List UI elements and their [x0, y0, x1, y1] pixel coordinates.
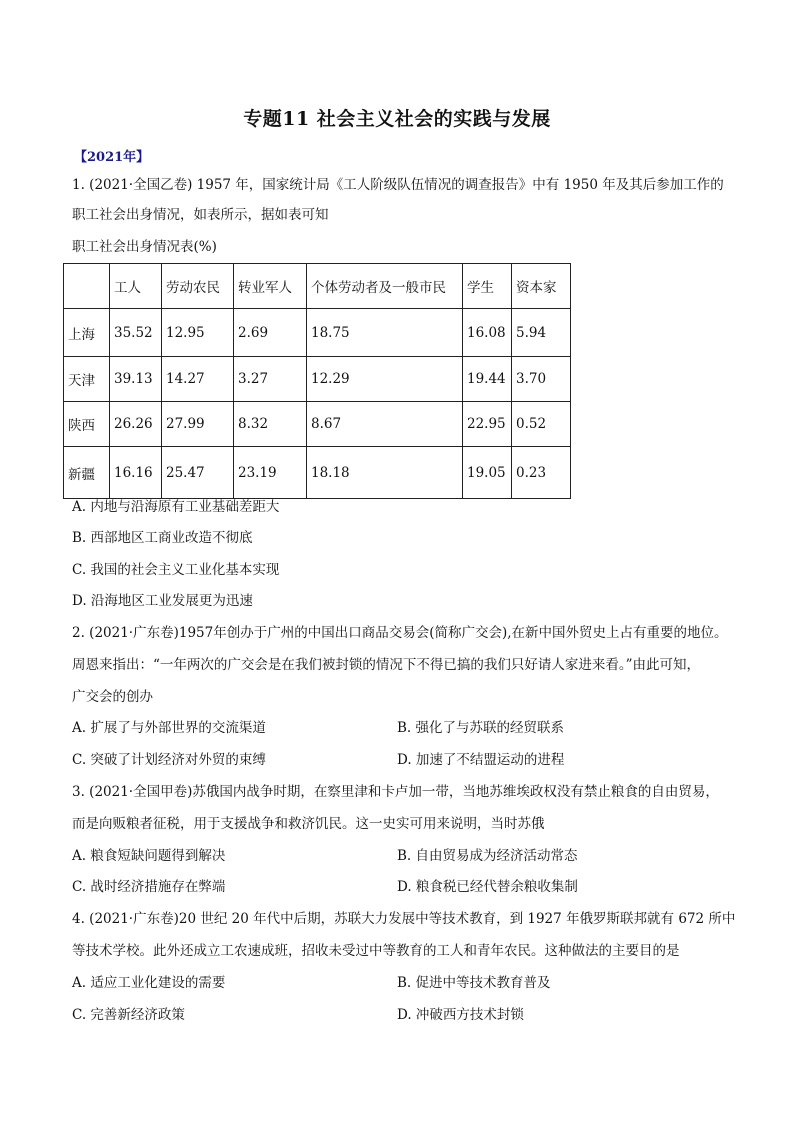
- q4-stem-line2: 等技术学校。此外还成立工农速成班，招收未受过中等教育的工人和青年农民。这种做法的主要目的是: [72, 943, 680, 959]
- q2-option-d: D. 加速了不结盟运动的进程: [397, 752, 565, 768]
- table-header-cell: 转业军人: [234, 264, 307, 309]
- page-title: 专题11 社会主义社会的实践与发展: [243, 108, 551, 130]
- q2-option-a: A. 扩展了与外部世界的交流渠道: [72, 720, 266, 736]
- table-cell: 8.67: [307, 402, 463, 447]
- table-header-cell: [64, 264, 110, 309]
- q1-option-d: D. 沿海地区工业发展更为迅速: [72, 593, 253, 609]
- table-row: [64, 357, 571, 402]
- q3-option-c: C. 战时经济措施存在弊端: [72, 879, 226, 895]
- q4-option-b: B. 促进中等技术教育普及: [397, 975, 551, 991]
- table-cell: 25.47: [162, 447, 234, 499]
- table-row: [64, 447, 571, 499]
- table-cell: 16.16: [110, 447, 162, 499]
- table-cell: 16.08: [463, 309, 512, 357]
- table-cell: 22.95: [463, 402, 512, 447]
- table-cell: 18.18: [307, 447, 463, 499]
- q1-option-a: A. 内地与沿海原有工业基础差距大: [72, 499, 280, 515]
- table-cell: 12.95: [162, 309, 234, 357]
- table-cell: 新疆: [64, 447, 110, 499]
- table-cell: 23.19: [234, 447, 307, 499]
- q2-stem-line2: 周恩来指出：“一年两次的广交会是在我们被封锁的情况下不得已搞的我们只好请人家进来看。”由此可知，: [72, 657, 701, 673]
- table-cell: 18.75: [307, 309, 463, 357]
- table-cell: 陕西: [64, 402, 110, 447]
- table-cell: 19.05: [463, 447, 512, 499]
- q3-stem-line2: 而是向贩粮者征税，用于支援战争和救济饥民。这一史实可用来说明，当时苏俄: [72, 816, 545, 832]
- table-header-cell: 资本家: [512, 264, 571, 309]
- table-cell: 8.32: [234, 402, 307, 447]
- table-cell: 上海: [64, 309, 110, 357]
- table-cell: 39.13: [110, 357, 162, 402]
- table-cell: 3.27: [234, 357, 307, 402]
- table-cell: 0.52: [512, 402, 571, 447]
- q3-stem-line1: 3. (2021·全国甲卷)苏俄国内战争时期，在察里津和卡卢加一带，当地苏维埃政权没有禁止粮食的自由贸易，: [72, 784, 719, 800]
- section-year-heading: 【2021年】: [74, 150, 150, 165]
- table-row: [64, 309, 571, 357]
- table-cell: 3.70: [512, 357, 571, 402]
- table-cell: 14.27: [162, 357, 234, 402]
- q2-option-b: B. 强化了与苏联的经贸联系: [397, 720, 565, 736]
- table-cell: 0.23: [512, 447, 571, 499]
- q1-data-table: [63, 263, 571, 499]
- q1-stem-line1: 1. (2021·全国乙卷) 1957 年，国家统计局《工人阶级队伍情况的调查报告》中有 1950 年及其后参加工作的: [72, 177, 724, 193]
- table-header-cell: 学生: [463, 264, 512, 309]
- q2-stem-line1: 2. (2021·广东卷)1957年创办于广州的中国出口商品交易会(简称广交会),在新中国外贸史上占有重要的地位。: [72, 625, 728, 641]
- table-header-cell: 个体劳动者及一般市民: [307, 264, 463, 309]
- q1-table-caption: 职工社会出身情况表(%): [72, 239, 217, 255]
- q1-option-b: B. 西部地区工商业改造不彻底: [72, 530, 253, 546]
- table-row: [64, 402, 571, 447]
- table-header-cell: 工人: [110, 264, 162, 309]
- table-header-row: [64, 264, 571, 309]
- q4-option-d: D. 冲破西方技术封锁: [397, 1007, 524, 1023]
- table-cell: 26.26: [110, 402, 162, 447]
- q4-stem-line1: 4. (2021·广东卷)20 世纪 20 年代中后期，苏联大力发展中等技术教育，到 1927 年俄罗斯联邦就有 672 所中: [72, 911, 736, 927]
- table-cell: 天津: [64, 357, 110, 402]
- q1-stem-line2: 职工社会出身情况，如表所示，据如表可知: [72, 207, 329, 223]
- q2-option-c: C. 突破了计划经济对外贸的束缚: [72, 752, 266, 768]
- table-cell: 35.52: [110, 309, 162, 357]
- q1-option-c: C. 我国的社会主义工业化基本实现: [72, 562, 280, 578]
- q4-option-c: C. 完善新经济政策: [72, 1007, 185, 1023]
- q3-option-a: A. 粮食短缺问题得到解决: [72, 848, 226, 864]
- q3-option-d: D. 粮食税已经代替余粮收集制: [397, 879, 578, 895]
- table-cell: 2.69: [234, 309, 307, 357]
- table-cell: 5.94: [512, 309, 571, 357]
- table-header-cell: 劳动农民: [162, 264, 234, 309]
- q4-option-a: A. 适应工业化建设的需要: [72, 975, 226, 991]
- table-cell: 19.44: [463, 357, 512, 402]
- q2-stem-line3: 广交会的创办: [72, 689, 153, 705]
- table-cell: 12.29: [307, 357, 463, 402]
- q3-option-b: B. 自由贸易成为经济活动常态: [397, 848, 578, 864]
- table-cell: 27.99: [162, 402, 234, 447]
